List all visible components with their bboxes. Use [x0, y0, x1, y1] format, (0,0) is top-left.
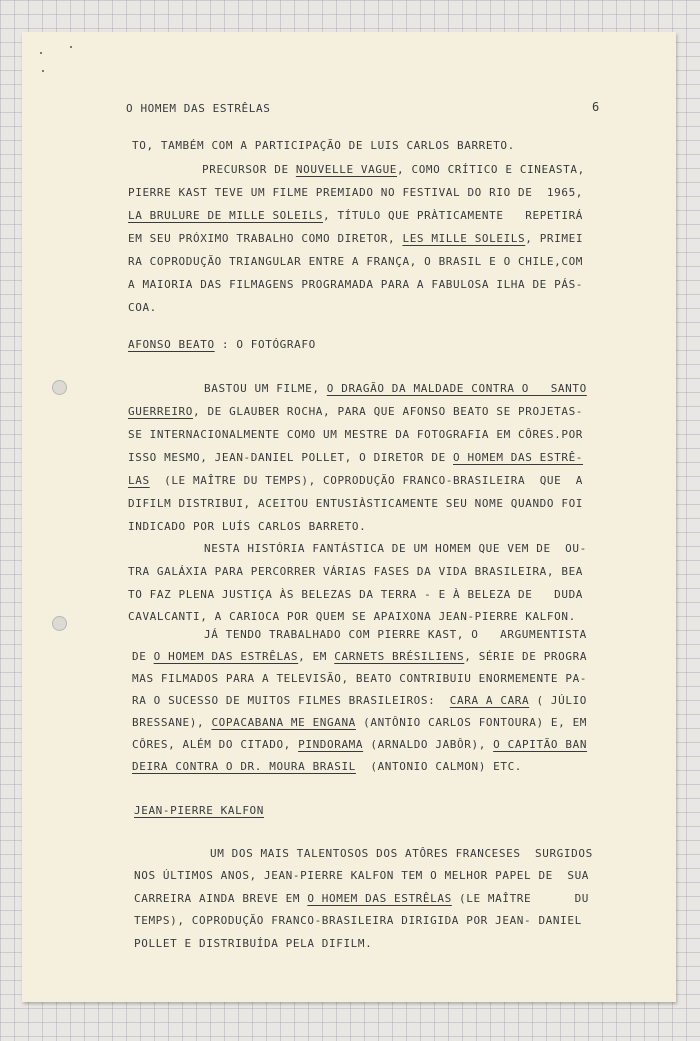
- text-segment: JÁ TENDO TRABALHADO COM PIERRE KAST, O ARGUMENTISTA: [204, 628, 587, 641]
- text-segment: EM SEU PRÓXIMO TRABALHO COMO DIRETOR,: [128, 232, 403, 245]
- underlined-title: PINDORAMA: [298, 738, 364, 751]
- underlined-title: CARA A CARA: [449, 694, 530, 707]
- text-line: [128, 278, 583, 292]
- text-line: [128, 186, 583, 200]
- text-segment: , EM: [298, 650, 335, 663]
- text-segment: DIFILM DISTRIBUI, ACEITOU ENTUSIÀSTICAMENTE SEU NOME QUANDO FOI: [128, 497, 584, 510]
- text-segment: BRESSANE),: [132, 716, 212, 729]
- text-segment: PIERRE KAST TEVE UM FILME PREMIADO NO FESTIVAL DO RIO DE 1965,: [128, 186, 584, 199]
- text-segment: (ARNALDO JABÔR),: [363, 738, 494, 751]
- text-line: [210, 847, 593, 861]
- text-segment: RA O SUCESSO DE MUITOS FILMES BRASILEIROS:: [132, 694, 450, 707]
- underlined-title: LES MILLE SOLEILS: [402, 232, 526, 245]
- text-line: [128, 588, 583, 602]
- text-segment: , TÍTULO QUE PRÀTICAMENTE REPETIRÁ: [323, 209, 584, 222]
- text-line: [128, 451, 583, 465]
- paper-speck: [70, 46, 72, 48]
- text-line: [128, 405, 583, 419]
- text-segment: DE: [132, 650, 154, 663]
- text-line: [128, 301, 157, 315]
- punch-hole: [52, 380, 67, 395]
- paper-speck: [42, 70, 44, 72]
- text-line: [134, 804, 264, 818]
- underlined-title: COPACABANA ME ENGANA: [211, 716, 356, 729]
- underlined-title: NOUVELLE VAGUE: [295, 163, 398, 176]
- text-line: [128, 497, 583, 511]
- text-line: [132, 760, 522, 774]
- text-segment: UM DOS MAIS TALENTOSOS DOS ATÔRES FRANCESES SURGIDOS: [210, 847, 593, 860]
- document-page: [22, 32, 676, 1002]
- text-line: [202, 163, 585, 177]
- punch-hole: [52, 616, 67, 631]
- text-segment: , COMO CRÍTICO E CINEASTA,: [397, 163, 585, 176]
- text-line: [128, 209, 583, 223]
- underlined-title: O DRAGÃO DA MALDADE CONTRA O SANTO: [326, 382, 587, 395]
- text-line: [134, 937, 372, 951]
- text-line: [128, 474, 583, 488]
- text-line: [134, 869, 589, 883]
- text-segment: TO FAZ PLENA JUSTIÇA ÀS BELEZAS DA TERRA - E À BELEZA DE DUDA: [128, 588, 584, 601]
- text-segment: MAS FILMADOS PARA A TELEVISÃO, BEATO CONTRIBUIU ENORMEMENTE PA-: [132, 672, 588, 685]
- text-segment: POLLET E DISTRIBUÍDA PELA DIFILM.: [134, 937, 373, 950]
- page-header-title: O HOMEM DAS ESTRÊLAS: [126, 102, 271, 115]
- text-line: [128, 232, 583, 246]
- text-segment: BASTOU UM FILME,: [204, 382, 327, 395]
- text-line: [128, 255, 583, 269]
- text-segment: INDICADO POR LUÍS CARLOS BARRETO.: [128, 520, 367, 533]
- text-line: [134, 914, 582, 928]
- text-segment: (ANTONIO CALMON) ETC.: [355, 760, 523, 773]
- underlined-title: JEAN-PIERRE KALFON: [134, 804, 265, 817]
- text-line: [128, 338, 316, 352]
- text-line: [128, 520, 366, 534]
- underlined-title: CARNETS BRÉSILIENS: [334, 650, 465, 663]
- text-segment: , PRIMEI: [525, 232, 584, 245]
- text-line: [132, 672, 587, 686]
- text-line: [132, 139, 515, 153]
- text-segment: TRA GALÁXIA PARA PERCORRER VÁRIAS FASES DA VIDA BRASILEIRA, BEA: [128, 565, 584, 578]
- underlined-title: GUERREIRO: [128, 405, 194, 418]
- text-segment: COA.: [128, 301, 157, 314]
- underlined-title: O CAPITÃO BAN: [493, 738, 588, 751]
- text-line: [128, 565, 583, 579]
- text-segment: (LE MAÎTRE DU TEMPS), COPRODUÇÃO FRANCO-BRASILEIRA QUE A: [149, 474, 584, 487]
- text-segment: ISSO MESMO, JEAN-DANIEL POLLET, O DIRETOR DE: [128, 451, 454, 464]
- text-segment: ( JÚLIO: [529, 694, 588, 707]
- text-line: [132, 738, 587, 752]
- text-segment: PRECURSOR DE: [202, 163, 296, 176]
- text-line: [204, 628, 587, 642]
- text-segment: , SÉRIE DE PROGRA: [464, 650, 588, 663]
- text-segment: NOS ÚLTIMOS ANOS, JEAN-PIERRE KALFON TEM O MELHOR PAPEL DE SUA: [134, 869, 590, 882]
- text-line: [204, 382, 587, 396]
- underlined-title: AFONSO BEATO: [128, 338, 215, 351]
- text-line: [134, 892, 589, 906]
- text-segment: , DE GLAUBER ROCHA, PARA QUE AFONSO BEATO SE PROJETAS-: [193, 405, 584, 418]
- text-segment: : O FOTÓGRAFO: [214, 338, 316, 351]
- text-line: [132, 716, 587, 730]
- text-line: [132, 694, 587, 708]
- text-segment: SE INTERNACIONALMENTE COMO UM MESTRE DA FOTOGRAFIA EM CÔRES.POR: [128, 428, 584, 441]
- text-line: [128, 610, 576, 624]
- text-segment: (LE MAÎTRE DU: [451, 892, 590, 905]
- underlined-title: O HOMEM DAS ESTRÊLAS: [153, 650, 299, 663]
- text-segment: A MAIORIA DAS FILMAGENS PROGRAMADA PARA A FABULOSA ILHA DE PÁS-: [128, 278, 584, 291]
- paper-speck: [40, 52, 42, 54]
- text-segment: RA COPRODUÇÃO TRIANGULAR ENTRE A FRANÇA, O BRASIL E O CHILE,COM: [128, 255, 584, 268]
- text-segment: CARREIRA AINDA BREVE EM: [134, 892, 308, 905]
- text-segment: TO, TAMBÉM COM A PARTICIPAÇÃO DE LUIS CARLOS BARRETO.: [132, 139, 515, 152]
- text-segment: CAVALCANTI, A CARIOCA POR QUEM SE APAIXONA JEAN-PIERRE KALFON.: [128, 610, 576, 623]
- text-line: [204, 542, 587, 556]
- text-segment: (ANTÔNIO CARLOS FONTOURA) E, EM: [355, 716, 588, 729]
- page-number: 6: [592, 100, 600, 114]
- text-segment: TEMPS), COPRODUÇÃO FRANCO-BRASILEIRA DIRIGIDA POR JEAN- DANIEL: [134, 914, 582, 927]
- underlined-title: O HOMEM DAS ESTRÊ-: [453, 451, 584, 464]
- text-segment: CÔRES, ALÉM DO CITADO,: [132, 738, 299, 751]
- underlined-title: DEIRA CONTRA O DR. MOURA BRASIL: [132, 760, 356, 773]
- underlined-title: LA BRULURE DE MILLE SOLEILS: [128, 209, 324, 222]
- underlined-title: LAS: [128, 474, 150, 487]
- text-segment: NESTA HISTÓRIA FANTÁSTICA DE UM HOMEM QUE VEM DE OU-: [204, 542, 587, 555]
- text-line: [132, 650, 587, 664]
- text-line: [128, 428, 583, 442]
- underlined-title: O HOMEM DAS ESTRÊLAS: [307, 892, 452, 905]
